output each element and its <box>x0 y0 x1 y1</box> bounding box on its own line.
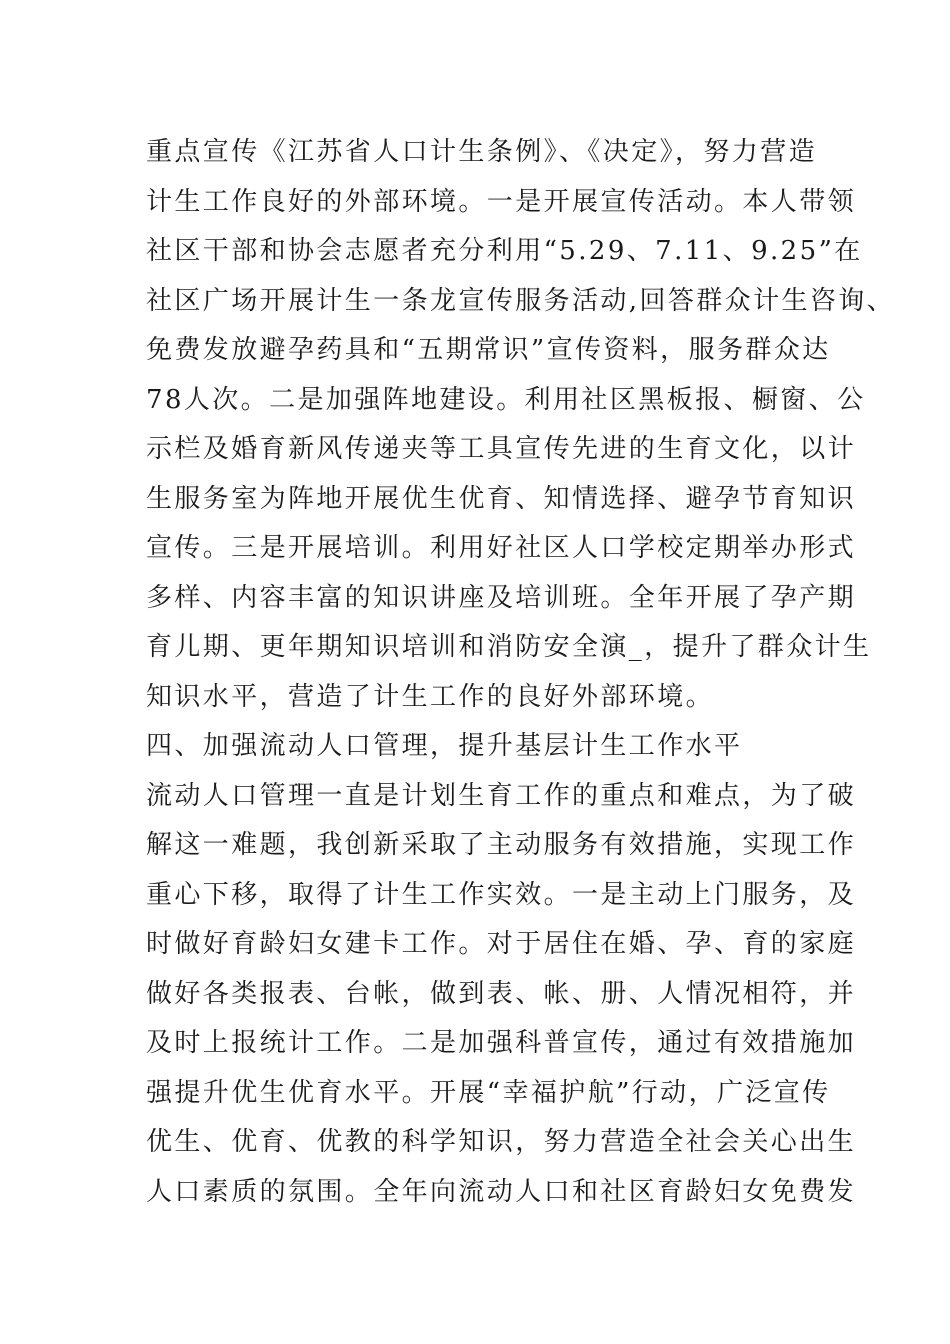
text-line: 优生、优育、优教的科学知识，努力营造全社会关心出生 <box>146 1127 857 1157</box>
text-line: 强提升优生优育水平。开展“幸福护航”行动，广泛宣传 <box>146 1077 831 1108</box>
text-line: 解这一难题，我创新采取了主动服务有效措施，实现工作 <box>146 830 857 860</box>
text-line: 78人次。二是加强阵地建设。利用社区黑板报、橱窗、公 <box>146 384 866 415</box>
text-line: 做好各类报表、台帐，做到表、帐、册、人情况相符，并 <box>146 978 857 1009</box>
text-line: 及时上报统计工作。二是加强科普宣传，通过有效措施加 <box>146 1028 857 1058</box>
text-line: 知识水平，营造了计生工作的良好外部环境。 <box>146 681 715 712</box>
section-heading: 四、加强流动人口管理，提升基层计生工作水平 <box>146 731 743 761</box>
text-line: 重点宣传《江苏省人口计生条例》、《决定》，努力营造 <box>146 137 818 167</box>
text-line: 社区干部和协会志愿者充分利用“5.29、7.11、9.25”在 <box>146 236 863 266</box>
text-line: 重心下移，取得了计生工作实效。一是主动上门服务，及 <box>146 879 857 910</box>
text-line: 计生工作良好的外部环境。一是开展宣传活动。本人带领 <box>146 186 857 217</box>
text-line: 社区广场开展计生一条龙宣传服务活动,回答群众计生咨询、 <box>146 285 896 316</box>
text-line: 流动人口管理一直是计划生育工作的重点和难点，为了破 <box>146 780 857 811</box>
text-line: 时做好育龄妇女建卡工作。对于居住在婚、孕、育的家庭 <box>146 929 857 959</box>
text-line: 人口素质的氛围。全年向流动人口和社区育龄妇女免费发 <box>146 1176 857 1207</box>
text-line: 生服务室为阵地开展优生优育、知情选择、避孕节育知识 <box>146 483 857 514</box>
text-line: 示栏及婚育新风传递夹等工具宣传先进的生育文化，以计 <box>146 434 857 464</box>
text-line: 多样、内容丰富的知识讲座及培训班。全年开展了孕产期 <box>146 582 857 613</box>
text-line: 免费发放避孕药具和“五期常识”宣传资料，服务群众达 <box>146 335 831 365</box>
text-line: 宣传。三是开展培训。利用好社区人口学校定期举办形式 <box>146 533 857 563</box>
text-line: 育儿期、更年期知识培训和消防安全演_，提升了群众计生 <box>146 632 872 662</box>
body-text <box>146 128 936 1217</box>
